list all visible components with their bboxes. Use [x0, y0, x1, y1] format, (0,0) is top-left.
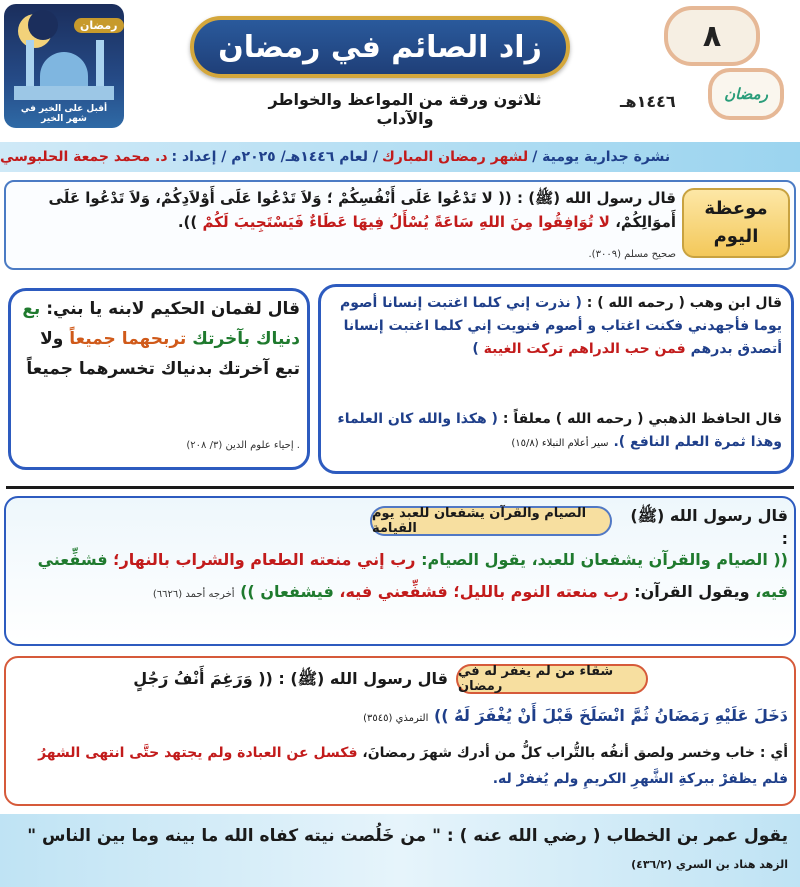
dhahabi-quote-text: ( هكذا والله كان العلماء وهذا ثمرة العلم النافع ). [337, 411, 782, 450]
fasting-ribbon [370, 506, 612, 536]
page-subtitle: ثلاثون ورقة من المواعظ والخواطر والآداب [268, 90, 542, 128]
fasting-part5: رب منعته النوم بالليل؛ فشفِّعني فيه، [339, 582, 629, 601]
wahb-highlight: فمن حب الدراهم تركت الغيبة [483, 341, 686, 357]
wahb-quote [330, 292, 782, 361]
footer-bar [0, 814, 800, 887]
luqman-quote [20, 294, 300, 384]
luqman-part4: تخسرهما جميعاً [26, 359, 155, 379]
meta-part-2: لشهر رمضان المبارك [381, 149, 529, 165]
sermon-label [682, 188, 790, 258]
sermon-highlight: لا تُوَافِقُوا مِنَ اللهِ سَاعَةً يُسْأَلُ فِيهَا عَطَاءٌ فَيَسْتَجِيبَ لَكُمْ [202, 213, 610, 231]
sermon-intro: قال رسول الله (ﷺ) : (( لا تَدْعُوا عَلَى أَنْفُسِكُمْ ؛ وَلاَ تَدْعُوا عَلَى أَوْلاَدِكُمْ، وَلاَ تَدْعُوا عَلَى أَموَالِكُمْ، [48, 189, 676, 231]
wretched-ribbon-text: شقاء من لم يغفر له في رمضان [458, 664, 614, 694]
wahb-intro: قال ابن وهب ( رحمه الله ) : [586, 295, 782, 311]
sermon-text [14, 186, 676, 234]
sermon-label-line2: اليوم [713, 226, 759, 247]
dhahabi-intro: قال الحافظ الذهبي ( رحمه الله ) معلقاً : [502, 411, 782, 427]
footer-source: الزهد هناد بن السري (٤٣٦/٢) [631, 858, 788, 871]
fasting-part1: (( الصيام والقرآن يشفعان للعبد، يقول الصيام: [421, 550, 788, 569]
logo-caption: أقبل على الخير في شهر الخير [20, 104, 108, 124]
fasting-part3: فشفِّعني فيه، [37, 550, 788, 601]
fasting-part6: فيشفعان )) [234, 582, 334, 601]
fasting-part4: ويقول القرآن: [634, 582, 750, 601]
sermon-label-line1: موعظة [704, 198, 768, 219]
luqman-part2: تربحهما جميعاً [69, 329, 187, 349]
fasting-part2: رب إني منعته الطعام والشراب بالنهار؛ [113, 550, 416, 569]
fasting-intro: قال رسول الله (ﷺ) : [630, 506, 788, 548]
logo-card [4, 4, 124, 128]
mosque-dome-icon [40, 52, 88, 88]
wretched-explain2: فكسل عن العبادة ولم يجتهد حتَّى انتهى الشهرُ [38, 745, 358, 761]
wretched-intro: قال رسول الله (ﷺ) : (( وَرَغِمَ أَنْفُ رَجُلٍ [133, 669, 448, 688]
sermon-close: )). [177, 213, 198, 231]
footer-quote: يقول عمر بن الخطاب ( رضي الله عنه ) : " من خَلُصت نيته كفاه الله ما بينه وما بين الناس " [27, 826, 788, 846]
meta-part-3: / لعام ١٤٤٦هـ/ ٢٠٢٥م / إعداد : [171, 149, 378, 165]
fasting-ribbon-text: الصيام والقرآن يشفعان للعبد يوم القيامة [372, 506, 587, 536]
wahb-quote-text: ( نذرت إني كلما اغتبت إنسانا أصوم يوما فأجهدني فكنت اغتاب و أصوم فنويت إني كلما اغتبت إنسانا أتصدق بدرهم [339, 295, 782, 357]
wretched-ribbon [456, 664, 648, 694]
page-title: زاد الصائم في رمضان [218, 29, 542, 65]
dhahabi-source: سير أعلام النبلاء (١٥/٨) [511, 438, 609, 449]
wahb-close: ) [472, 341, 479, 357]
issue-number-badge [664, 6, 760, 66]
wretched-explain3: فلم يظفرْ ببركةِ الشَّهرِ الكريمِ ولم يُغفرْ له. [492, 771, 788, 787]
wretched-quote: دَخَلَ عَلَيْهِ رَمَضَانُ ثُمَّ انْسَلَخَ قَبْلَ أَنْ يُغْفَرَ لَهُ )) [433, 706, 788, 725]
luqman-part1: بع دنياك بآخرتك [22, 299, 300, 349]
logo-badge: رمضان [74, 18, 124, 33]
meta-part-1: نشرة جدارية يومية / [532, 149, 671, 165]
issue-number: ٨ [702, 18, 722, 54]
page-title-banner [190, 16, 570, 78]
fasting-text [14, 544, 788, 611]
year-label: ١٤٤٦هـ [620, 92, 676, 111]
sermon-source: صحيح مسلم (٣٠٠٩). [588, 249, 676, 260]
wretched-text [14, 700, 788, 735]
ramadan-label: رمضان [724, 85, 768, 103]
section-divider [6, 486, 794, 489]
luqman-part3: ولا تبع آخرتك بدنياك [40, 329, 300, 379]
wretched-source: الترمذي (٣٥٤٥) [363, 713, 429, 724]
meta-author: د. محمد جمعة الحلبوسي [0, 149, 168, 165]
ramadan-badge [708, 68, 784, 120]
wretched-explain1: أي : خاب وخسر ولصق أنفُه بالتُّراب كلُّ من أدرك شهرَ رمضانَ، [362, 745, 788, 761]
fasting-source: أخرجه أحمد (٦٦٢٦) [152, 589, 235, 600]
luqman-source: . إحياء علوم الدين (٣/ ٢٠٨) [186, 440, 300, 451]
wretched-explanation [14, 740, 788, 792]
dhahabi-quote [330, 408, 782, 455]
meta-bar [0, 142, 800, 172]
luqman-intro: قال لقمان الحكيم لابنه يا بني: [46, 299, 300, 319]
